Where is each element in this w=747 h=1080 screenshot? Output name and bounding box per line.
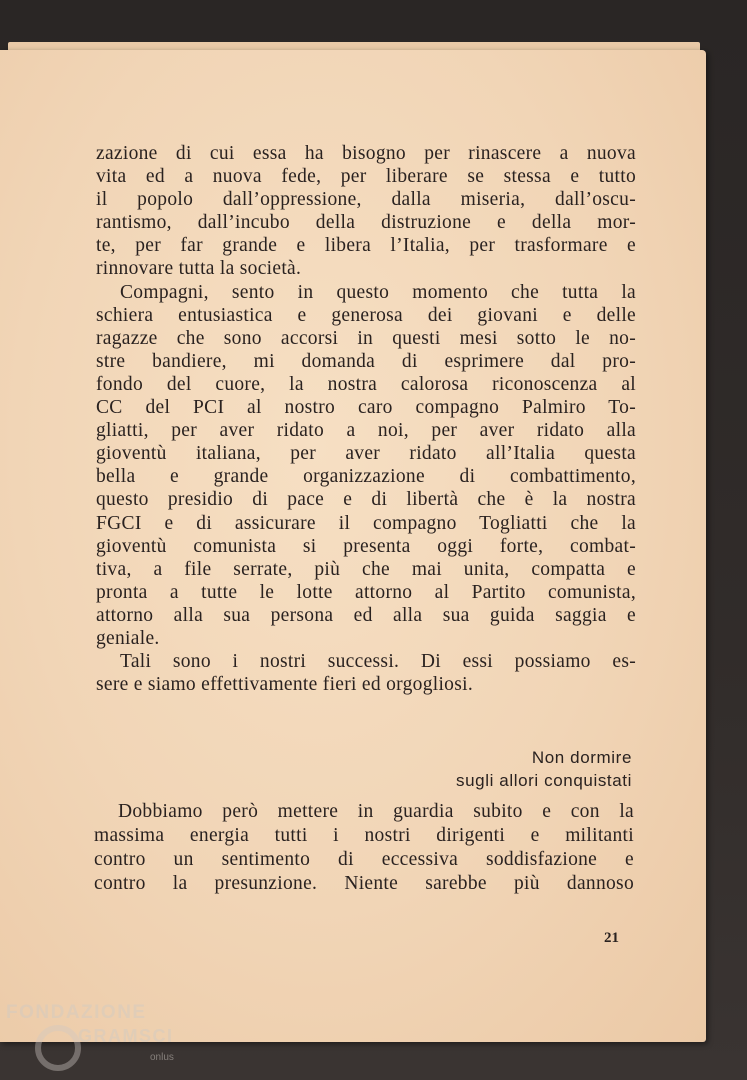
text-line: massima energia tutti i nostri dirigenti e militanti <box>94 825 634 846</box>
text-line: Tali sono i nostri successi. Di essi possiamo es- <box>120 651 636 673</box>
text-line: attorno alla sua persona ed alla sua guida saggia e <box>96 604 636 626</box>
paragraph-3 <box>96 650 636 696</box>
text-line: contro la presunzione. Niente sarebbe più dannoso <box>94 873 634 894</box>
text-line: geniale. <box>96 627 160 649</box>
section-heading <box>380 746 632 792</box>
text-line: sere e siamo effettivamente fieri ed orgogliosi. <box>96 674 474 696</box>
paragraph-4 <box>94 800 634 896</box>
text-line: pronta a tutte le lotte attorno al Partito comunista, <box>96 581 636 603</box>
watermark-line-2: GRAMSCI <box>78 1026 174 1046</box>
text-line: il popolo dall’oppressione, dalla miseria, dall’oscu- <box>96 189 636 211</box>
text-line: gioventù italiana, per aver ridato all’Italia questa <box>96 443 636 465</box>
text-line: tiva, a file serrate, più che mai unita, compatta e <box>96 558 636 580</box>
section-heading-line: sugli allori conquistati <box>456 771 632 790</box>
watermark-line-1: FONDAZIONE <box>6 1002 147 1023</box>
body-text <box>96 142 636 696</box>
watermark-suffix: onlus <box>150 1052 174 1063</box>
text-line: ragazze che sono accorsi in questi mesi sotto le no- <box>96 327 636 349</box>
text-line: FGCI e di assicurare il compagno Togliatti che la <box>96 512 636 534</box>
text-line: questo presidio di pace e di libertà che è la nostra <box>96 489 636 511</box>
text-line: contro un sentimento di eccessiva soddisfazione e <box>94 849 634 870</box>
text-line: gliatti, per aver ridato a noi, per aver ridato alla <box>96 420 636 442</box>
text-line: Compagni, sento in questo momento che tutta la <box>120 281 636 303</box>
page-number: 21 <box>604 930 619 946</box>
text-line: gioventù comunista si presenta oggi forte, combat- <box>96 535 636 557</box>
text-line: schiera entusiastica e generosa dei giovani e delle <box>96 304 636 326</box>
text-line: CC del PCI al nostro caro compagno Palmiro To- <box>96 397 636 419</box>
text-line: Dobbiamo però mettere in guardia subito e con la <box>118 801 634 822</box>
text-line: te, per far grande e libera l’Italia, per trasformare e <box>96 235 636 257</box>
paragraph-2 <box>96 281 636 651</box>
text-line: vita ed a nuova fede, per liberare se stessa e tutto <box>96 166 636 188</box>
section-text <box>94 800 634 896</box>
text-line: stre bandiere, mi domanda di esprimere dal pro- <box>96 350 636 372</box>
text-line: fondo del cuore, la nostra calorosa riconoscenza al <box>96 373 636 395</box>
text-line: rantismo, dall’incubo della distruzione e della mor- <box>96 212 636 234</box>
text-line: zazione di cui essa ha bisogno per rinascere a nuova <box>96 143 636 164</box>
section-heading-line: Non dormire <box>531 748 632 767</box>
text-line: bella e grande organizzazione di combattimento, <box>96 466 636 488</box>
paragraph-1 <box>96 142 636 281</box>
text-line: rinnovare tutta la società. <box>96 258 302 280</box>
